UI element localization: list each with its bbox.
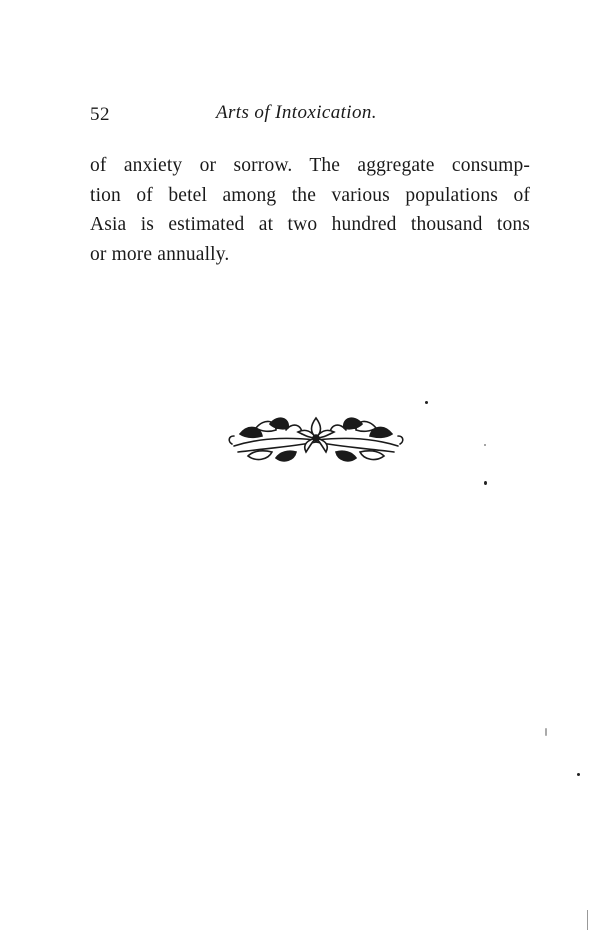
- running-title: Arts of Intoxication.: [216, 102, 377, 123]
- text-line: or more annually.: [90, 243, 230, 265]
- body-paragraph: [90, 151, 530, 269]
- page-number: 52: [90, 104, 110, 125]
- text-line: of anxiety or sorrow. The aggregate consump-: [90, 155, 530, 176]
- print-speck: [545, 728, 547, 736]
- print-speck: [577, 773, 580, 776]
- print-speck: [484, 444, 486, 446]
- text-line: Asia is estimated at two hundred thousand tons: [90, 214, 530, 235]
- floral-tailpiece-icon: [226, 408, 406, 466]
- text-line: tion of betel among the various populations of: [90, 184, 530, 206]
- print-speck: [484, 481, 487, 485]
- page-edge-mark: [587, 910, 588, 930]
- print-speck: [425, 401, 428, 404]
